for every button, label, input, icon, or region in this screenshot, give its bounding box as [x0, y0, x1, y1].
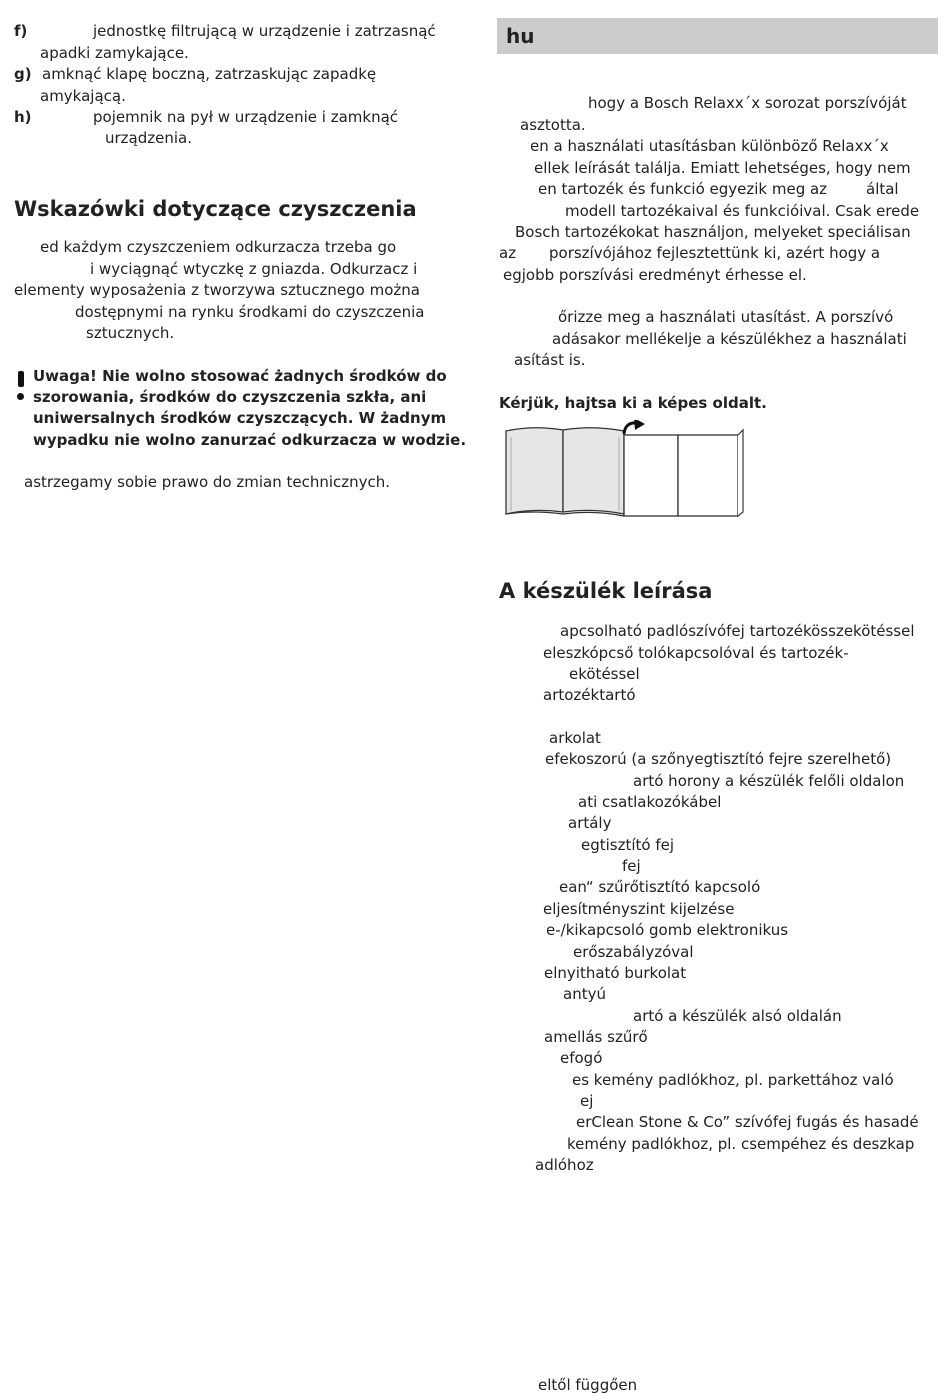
part-4: arkolat: [549, 729, 601, 747]
intro-line-6: modell tartozékaival és funkcióival. Csak erede: [565, 202, 920, 220]
keep-line-1: őrizze meg a használati utasítást. A porszívó: [558, 308, 894, 326]
part-16: artó a készülék alsó oldalán: [633, 1007, 842, 1025]
footer-note: eltől függően: [538, 1376, 638, 1394]
keep-line-2: adásakor mellékelje a készülékhez a használati: [552, 330, 907, 348]
step-h-line-1: pojemnik na pył w urządzenie i zamknąć: [93, 108, 399, 126]
warning-icon-dot: [17, 393, 24, 400]
intro-line-4: ellek leírását találja. Emiatt lehetséges, hogy nem: [534, 159, 911, 177]
cleaning-line-3: elementy wyposażenia z tworzywa sztucznego można: [14, 281, 420, 299]
part-6: artó horony a készülék felőli oldalon: [633, 772, 905, 790]
warning-line-2: szorowania, środków do czyszczenia szkła, ani: [33, 388, 427, 406]
part-3: artozéktartó: [543, 686, 636, 704]
step-label-g: g): [14, 65, 32, 83]
intro-line-5: en tartozék és funkció egyezik meg az: [538, 180, 828, 198]
cleaning-line-5: sztucznych.: [86, 324, 175, 342]
intro-line-3: en a használati utasításban különböző Relaxx´x: [530, 137, 889, 155]
part-1: apcsolható padlószívófej tartozékösszekötéssel: [560, 622, 915, 640]
part-20c: adlóhoz: [535, 1156, 594, 1174]
part-13b: erőszabályzóval: [573, 943, 694, 961]
step-g-line-2: amykającą.: [40, 87, 126, 105]
step-h-line-2: urządzenia.: [105, 129, 192, 147]
cleaning-line-4: dostępnymi na rynku środkami do czyszczenia: [75, 303, 425, 321]
part-17: amellás szűrő: [544, 1028, 648, 1046]
part-2b: ekötéssel: [569, 665, 640, 683]
fold-instruction: Kérjük, hajtsa ki a képes oldalt.: [499, 394, 767, 412]
step-label-h: h): [14, 108, 32, 126]
intro-line-7: Bosch tartozékokat használjon, melyeket speciálisan: [515, 223, 911, 241]
part-19: es kemény padlókhoz, pl. parkettához való: [572, 1071, 894, 1089]
fold-out-page-illustration: [503, 420, 745, 520]
step-f-line-1: jednostkę filtrującą w urządzenie i zatrzasnąć: [93, 22, 436, 40]
part-8: artály: [568, 814, 612, 832]
device-description-heading: A készülék leírása: [499, 579, 713, 603]
warning-line-3: uniwersalnych środków czyszczących. W żadnym: [33, 409, 447, 427]
technical-changes-note: astrzegamy sobie prawo do zmian technicznych.: [24, 473, 391, 491]
intro-line-2: asztotta.: [520, 116, 586, 134]
intro-line-9: egjobb porszívási eredményt érhesse el.: [503, 266, 807, 284]
language-header-bar: [497, 18, 938, 54]
part-7: ati csatlakozókábel: [578, 793, 722, 811]
intro-line-5b: által: [866, 180, 899, 198]
step-f-line-2: apadki zamykające.: [40, 44, 189, 62]
language-code: hu: [506, 24, 535, 48]
cleaning-line-1: ed każdym czyszczeniem odkurzacza trzeba go: [40, 238, 397, 256]
part-9: egtisztító fej: [581, 836, 675, 854]
step-g-line-1: amknąć klapę boczną, zatrzaskując zapadkę: [42, 65, 377, 83]
intro-line-8b: porszívójához fejlesztettünk ki, azért hogy a: [549, 244, 881, 262]
part-15: antyú: [563, 985, 606, 1003]
part-2: eleszkópcső tolókapcsolóval és tartozék-: [543, 644, 849, 662]
part-13: e-/kikapcsoló gomb elektronikus: [546, 921, 789, 939]
part-14: elnyitható burkolat: [544, 964, 687, 982]
part-19b: ej: [580, 1092, 594, 1110]
part-20b: kemény padlókhoz, pl. csempéhez és deszkap: [567, 1135, 915, 1153]
part-5: efekoszorú (a szőnyegtisztító fejre szerelhető): [545, 750, 892, 768]
part-12: eljesítményszint kijelzése: [543, 900, 735, 918]
step-label-f: f): [14, 22, 28, 40]
part-18: efogó: [560, 1049, 603, 1067]
cleaning-heading: Wskazówki dotyczące czyszczenia: [14, 197, 417, 221]
keep-line-3: asítást is.: [514, 351, 586, 369]
warning-line-1: Uwaga! Nie wolno stosować żadnych środków do: [33, 367, 447, 385]
part-10: fej: [622, 857, 641, 875]
cleaning-line-2: i wyciągnąć wtyczkę z gniazda. Odkurzacz i: [90, 260, 418, 278]
intro-line-8a: az: [499, 244, 517, 262]
warning-line-4: wypadku nie wolno zanurzać odkurzacza w wodzie.: [33, 431, 467, 449]
intro-line-1: hogy a Bosch Relaxx´x sorozat porszívóját: [588, 94, 907, 112]
part-20: erClean Stone & Co” szívófej fugás és hasadé: [576, 1113, 919, 1131]
part-11: ean“ szűrőtisztító kapcsoló: [559, 878, 761, 896]
